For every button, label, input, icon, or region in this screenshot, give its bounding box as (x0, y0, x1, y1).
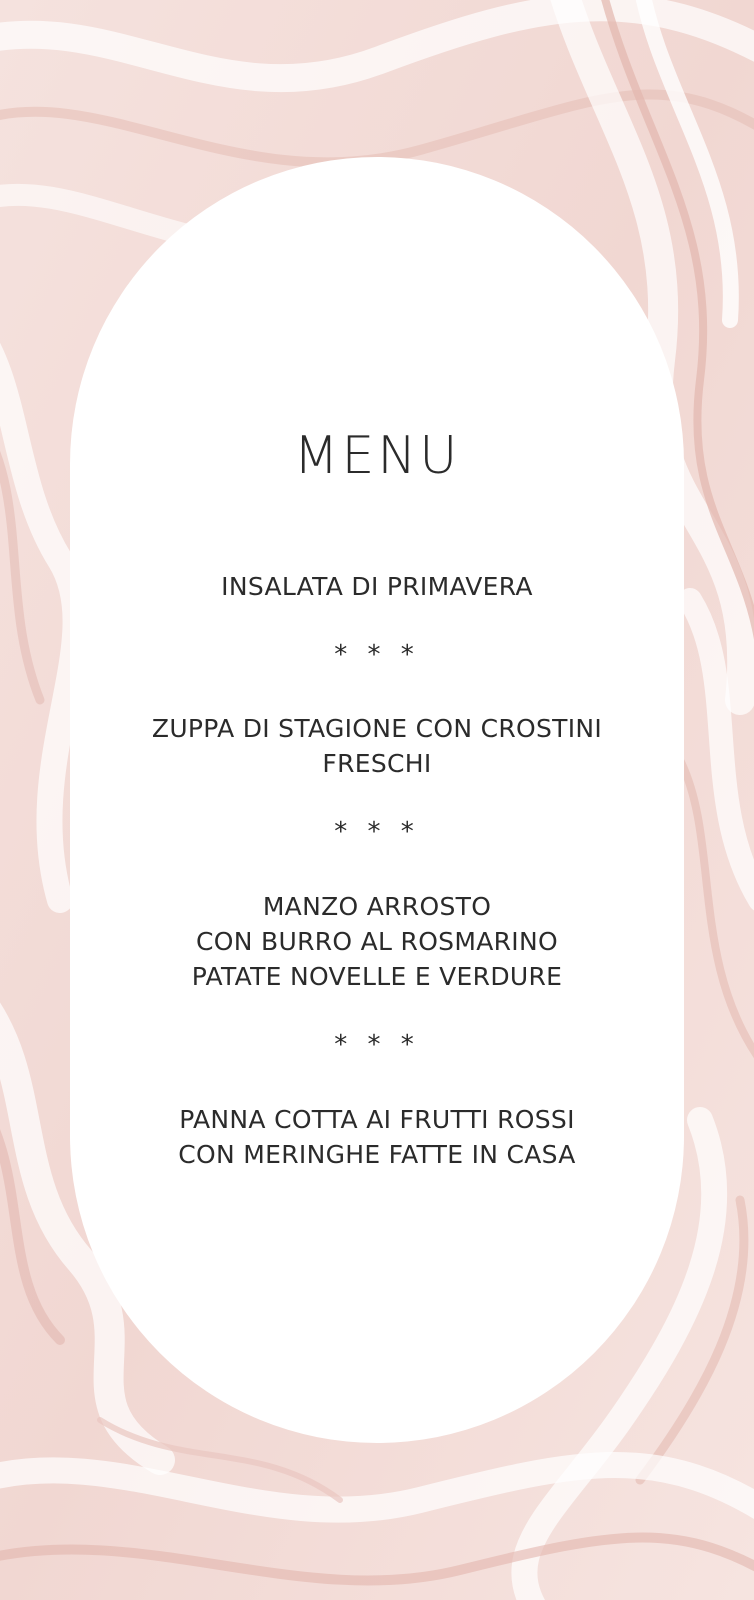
course-2 (0, 711, 754, 781)
course-3 (0, 889, 754, 994)
course-line: CON BURRO AL ROSMARINO (196, 927, 558, 956)
separator-2: * * * (334, 817, 420, 847)
course-4 (0, 1102, 754, 1172)
course-line: PANNA COTTA AI FRUTTI ROSSI (179, 1105, 575, 1134)
course-line: CON MERINGHE FATTE IN CASA (178, 1140, 576, 1169)
course-line: ZUPPA DI STAGIONE CON CROSTINI (151, 714, 603, 743)
separator-3: * * * (334, 1030, 420, 1060)
course-1 (0, 569, 754, 604)
course-line: INSALATA DI PRIMAVERA (221, 572, 533, 601)
separator-1: * * * (334, 640, 420, 670)
menu-title: MENU (293, 426, 461, 486)
course-line: FRESCHI (322, 749, 432, 778)
course-line: PATATE NOVELLE E VERDURE (191, 962, 563, 991)
course-line: MANZO ARROSTO (262, 892, 492, 921)
menu-card (70, 157, 684, 1443)
